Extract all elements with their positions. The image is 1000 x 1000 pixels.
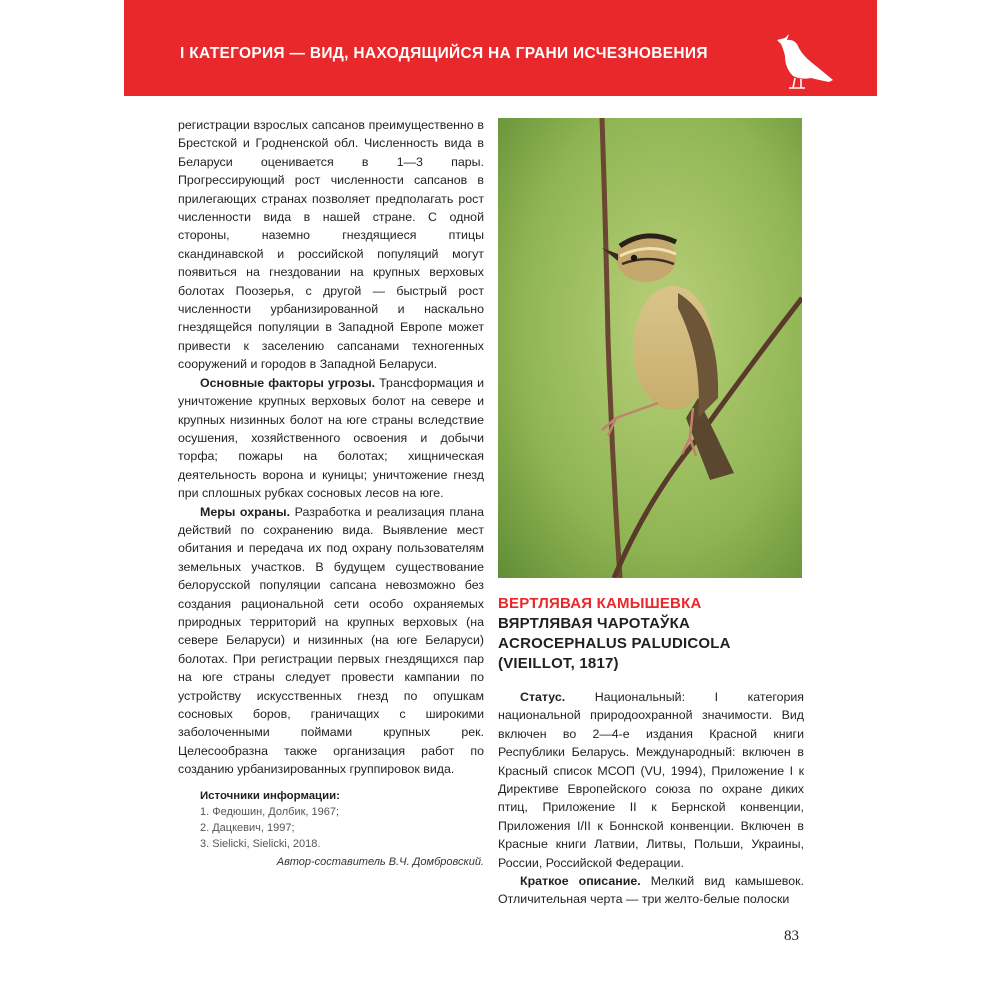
species-name-russian: ВЕРТЛЯВАЯ КАМЫШЕВКА — [498, 595, 702, 612]
source-item: 1. Федюшин, Долбик, 1967; — [200, 805, 340, 818]
threats-label: Основные факторы угрозы. — [200, 375, 376, 390]
category-title: I КАТЕГОРИЯ — ВИД, НАХОДЯЩИЙСЯ НА ГРАНИ ИСЧЕЗНОВЕНИЯ — [180, 45, 708, 62]
status-paragraph — [498, 688, 804, 872]
measures-text: Разработка и реализация плана действий по сохранению вида. Выявление мест обитания и передача их под охрану пользователям земельных участков. В будущем существование белорусской популяции сапсана невозможно без создания рациональной сети особо охраняемых природных территорий на крупных верховых (на севере Беларуси) и низинных (на юге Беларуси) болотах. При регистрации первых гнездящихся пар на юге страны следует провести кампании по устройству искусственных гнезд по опушкам сосновых боров, граничащих с широкими заболоченными поймами крупных рек. Целесообразна также организация работ по созданию урбанизированных группировок вида. — [178, 504, 484, 777]
page-number: 83 — [784, 928, 799, 944]
description-text: Мелкий вид камышевок. Отличительная черта — три желто-белые полоски — [498, 874, 804, 907]
right-column — [498, 688, 804, 909]
species-name-belarusian: ВЯРТЛЯВАЯ ЧАРОТАЎКА — [498, 615, 691, 632]
sources-block — [178, 788, 484, 870]
measures-paragraph — [178, 503, 484, 779]
threats-paragraph — [178, 374, 484, 503]
source-item: 2. Дацкевич, 1997; — [200, 821, 295, 834]
description-paragraph — [498, 872, 804, 909]
sources-heading: Источники информации: — [200, 789, 340, 802]
threats-text: Трансформация и уничтожение крупных верховых болот на севере и крупных низинных болот на юге страны вследствие осушения, хозяйственного освоения и добычи торфа; пожары на болотах; хищническая деятельность ворона и куницы; уничтожение гнезд при сплошных рубках сосновых лесов на юге. — [178, 375, 484, 501]
species-heading — [498, 594, 804, 674]
bird-icon — [771, 30, 835, 90]
header-banner — [124, 0, 877, 96]
measures-label: Меры охраны. — [200, 504, 291, 519]
species-author-year: (VIEILLOT, 1817) — [498, 655, 619, 672]
author-credit: Автор-составитель В.Ч. Домбровский. — [276, 855, 484, 868]
population-paragraph: регистрации взрослых сапсанов преимущественно в Брестской и Гродненской обл. Численность вида в Беларуси оценивается в 1—3 пары. Прогрессирующий рост численности сапсанов в прилегающих странах позволяет предполагать рост численности вида в нашей стране. С одной стороны, наземно гнездящиеся птицы скандинавской и российской популяций могут появиться на гнездовании на крупных верховых болотах Поозерья, с другой — быстрый рост численности урбанизированной и наскально гнездящейся популяции в Западной Европе может привести к заселению сапсанами техногенных сооружений и городов в Западной Беларуси. — [178, 118, 484, 372]
description-label: Краткое описание. — [520, 874, 641, 889]
status-text: Национальный: I категория национальной природоохранной значимости. Вид включен во 2—4-е издания Красной книги Республики Беларусь. Международный: включен в Красный список МСОП (VU, 1994), Приложение I к Директиве Европейского союза по охране диких птиц, Приложение II к Бернской конвенции, Приложения I/II к Боннской конвенции. Включен в Красные книги Латвии, Литвы, Польши, Украины, России, Российской Федерации. — [498, 690, 804, 870]
species-name-latin: ACROCEPHALUS PALUDICOLA — [498, 635, 731, 652]
bird-photo — [498, 118, 802, 578]
left-column — [178, 116, 484, 870]
status-label: Статус. — [520, 690, 566, 704]
source-item: 3. Sielicki, Sielicki, 2018. — [200, 837, 321, 850]
